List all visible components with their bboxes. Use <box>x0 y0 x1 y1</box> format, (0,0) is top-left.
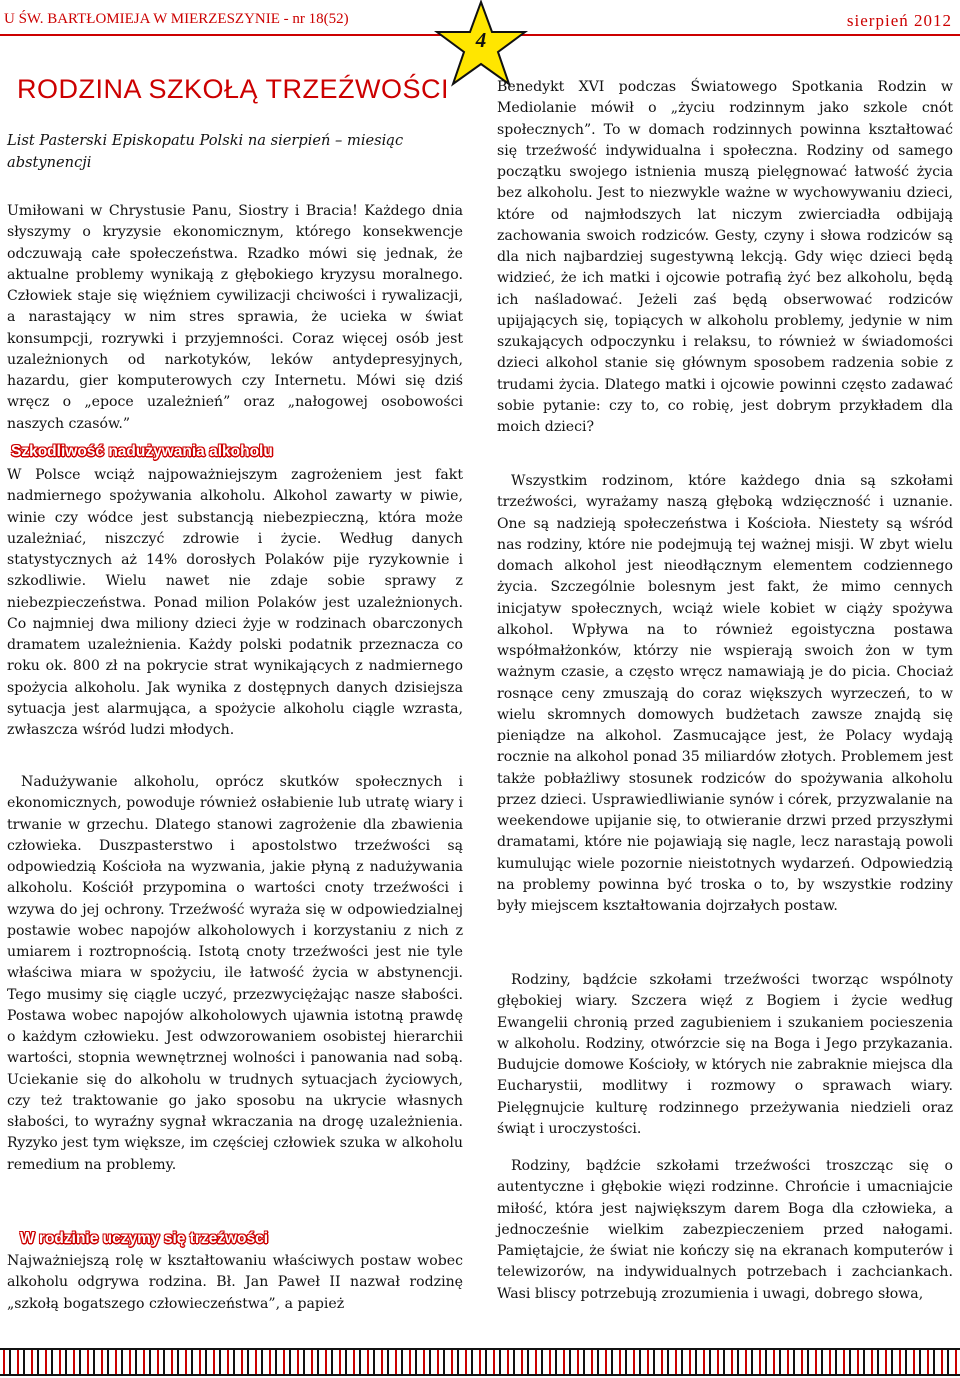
newsletter-issue-label: U ŚW. BARTŁOMIEJA W MIERZESZYNIE - nr 18(52) <box>4 11 349 27</box>
section-heading: Szkodliwość nadużywania alkoholu <box>11 443 273 460</box>
body-paragraph: Wszystkim rodzinom, które każdego dnia są szkołami trzeźwości, wyrażamy naszą głęboką wdzięczność i uznanie. One są nadzieją społeczeństwa i Kościoła. Niestety są wśród nas rodziny, które nie podejmują tej ważnej misji. W zbyt wielu domach alkohol jest nieodłącznym elementem codziennego życia. Szczególnie bolesnym jest fakt, że mimo cennych inicjatyw społecznych, wciąż wiele kobiet w ciąży spożywa alkohol. Wpływa na to również egoistyczna postawa współmałżonków, którzy nie wspierają swoich żon w tym ważnym czasie, a często wręcz namawiają je do picia. Chociaż rosnące ceny zmuszają do coraz większych wyrzeczeń, to w wielu skromnych domowych budżetach zawsze znajdą się pieniądze na alkohol. Zasmucające jest, że Polacy wydają rocznie na alkohol ponad 35 miliardów złotych. Problemem jest także pobłażliwy stosunek rodziców do spożywania alkoholu przez dzieci. Usprawiedliwianie synów i córek, przyzwalanie na weekendowe upijanie się, to otwieranie drzwi przed przyszłymi dramatami, które nie pojawiają się nagle, lecz narastają powoli kumulując wiele pozornie nieistotnych wydarzeń. Odpowiedzią na problemy powinna być troska o to, by wszystkie rodziny były miejscem kształtowania dojrzałych postaw. <box>497 473 953 914</box>
intro-paragraph: Umiłowani w Chrystusie Panu, Siostry i Bracia! Każdego dnia słyszymy o kryzysie ekonomicznym, którego konsekwencje odczuwają całe społeczeństwa. Rzadko mówi się jednak, że aktualne problemy wynikają z głębokiego kryzysu moralnego. Człowiek staje się więźniem cywilizacji chciwości i rywalizacji, a narastający w nim stres sprawia, że ucieka w świat konsumpcji, rozrywki i przyjemności. Coraz więcej osób jest uzależnionych od narkotyków, leków antydepresyjnych, hazardu, gier komputerowych czy Internetu. Mówi się dziś wręcz o „epoce uzależnień” oraz „nałogowej osobowości naszych czasów.” <box>7 203 463 432</box>
body-paragraph: Rodziny, bądźcie szkołami trzeźwości tworząc wspólnoty głębokiej wiary. Szczera więź z Bogiem i życie według Ewangelii chronią przed zagubieniem i szukaniem pocieszenia w alkoholu. Rodziny, otwórzcie się na Boga i Jego przykazania. Budujcie domowe Kościoły, w których nie zabraknie miejsca dla Eucharystii, modlitwy i rozmowy o sprawach wiary. Pielęgnujcie kulturę rodzinnego przeżywania niedzieli oraz świąt i uroczystości. <box>497 972 953 1137</box>
page-number: 4 <box>475 28 487 52</box>
article-subtitle: List Pasterski Episkopatu Polski na sierpień – miesiąc abstynencji <box>7 132 404 171</box>
issue-date: sierpień 2012 <box>846 11 952 30</box>
body-paragraph: Najważniejszą rolę w kształtowaniu właściwych postaw wobec alkoholu odgrywa rodzina. Bł. Jan Paweł II nazwał rodzinę „szkołą bogatszego człowieczeństwa”, a papież <box>7 1253 463 1312</box>
article-title: RODZINA SZKOŁĄ TRZEŹWOŚCI <box>17 74 450 104</box>
body-paragraph: W Polsce wciąż najpoważniejszym zagrożeniem jest fakt nadmiernego spożywania alkoholu. Alkohol zawarty w piwie, winie czy wódce jest substancją niebezpieczną, która może uzależniać, niszczyć zdrowie i życie. Według danych statystycznych aż 14% dorosłych Polaków pije ryzykownie i szkodliwie. Wielu nawet nie zdaje sobie sprawy z niebezpieczeństwa. Ponad milion Polaków jest uzależnionych. Co najmniej dwa miliony dzieci żyje w rodzinach obarczonych dramatem uzależnienia. Każdy polski podatnik przeznacza co roku ok. 800 zł na pokrycie strat wynikających z nadmiernego spożycia alkoholu. Jak wynika z dostępnych danych dzisiejsza sytuacja jest alarmująca, a spożycie alkoholu ciągle wzrasta, zwłaszcza wśród ludzi młodych. <box>7 467 463 738</box>
body-paragraph: Rodziny, bądźcie szkołami trzeźwości troszcząc się o autentyczne i głębokie więzi rodzinne. Chrońcie i umacniajcie miłość, która jest największym darem Boga dla człowieka, a jednocześnie wielkim zabezpieczeniem przed nałogami. Pamiętajcie, że świat nie kończy się na ekranach komputerów i telewizorów, na indywidualnych potrzebach i zachciankach. Wasi bliscy potrzebują zrozumienia i uwagi, dobrego słowa, <box>497 1158 953 1302</box>
body-paragraph: Benedykt XVI podczas Światowego Spotkania Rodzin w Mediolanie mówił o „życiu rodzinnym jako szkole cnót społecznych”. To w domach rodzinnych powinna kształtować się trzeźwość indywidualna i społeczna. Rodziny od samego początku swojego istnienia muszą pielęgnować łatwość życia bez alkoholu. Jest to niezwykle ważne w wychowywaniu dzieci, które od najmłodszych lat niczym zwierciadła odbijają zachowania swoich rodziców. Gesty, czyny i słowa rodziców są dla nich najbardziej sugestywną lekcją. Gdy więc dzieci będą widzieć, że ich matki i ojcowie potrafią żyć bez alkoholu, będą ich naśladować. Jeżeli zaś będą obserwować rodziców upijających się, topiących w alkoholu problemy, jedynie w nim szukających odpoczynku i relaksu, to również w świadomości dzieci alkohol stanie się głównym sposobem radzenia sobie z trudami życia. Dlatego matki i ojcowie powinni często zadawać sobie pytanie: czy to, co robię, jest dobrym przykładem dla moich dzieci? <box>497 79 953 435</box>
decorative-border <box>0 1348 960 1376</box>
section-heading: W rodzinie uczymy się trzeźwości <box>20 1230 269 1247</box>
body-paragraph: Nadużywanie alkoholu, oprócz skutków społecznych i ekonomicznych, powoduje również osłabienie lub utratę wiary i trwanie w grzechu. Dlatego stanowi zagrożenie dla zbawienia człowieka. Duszpasterstwo i apostolstwo trzeźwości są odpowiedzią Kościoła na wyzwania, jakie płyną z nadużywania alkoholu. Kościół przypomina o wartości cnoty trzeźwości i wzywa do jej ochrony. Trzeźwość wyraża się w odpowiedzialnej postawie wobec napojów alkoholowych i korzystaniu z nich z umiarem i roztropnością. Istotą cnoty trzeźwości jest nie tyle właściwa miara w spożyciu, ile łatwość życia w abstynencji. Tego musimy się ciągle uczyć, przezwyciężając nasze słabości. Postawa wobec napojów alkoholowych ujawnia istotną prawdę o każdym człowieku. Jest odwzorowaniem osobistej hierarchii wartości, stopnia wewnętrznej wolności i panowania nad sobą. Uciekanie się do alkoholu w trudnych sytuacjach życiowych, czy też traktowanie go jako sposobu na ukrycie własnych słabości, to wyraźny sygnał wkraczania na drogę uzależnienia. Ryzyko jest tym większe, im częściej człowiek szuka w alkoholu remedium na problemy. <box>7 774 463 1173</box>
